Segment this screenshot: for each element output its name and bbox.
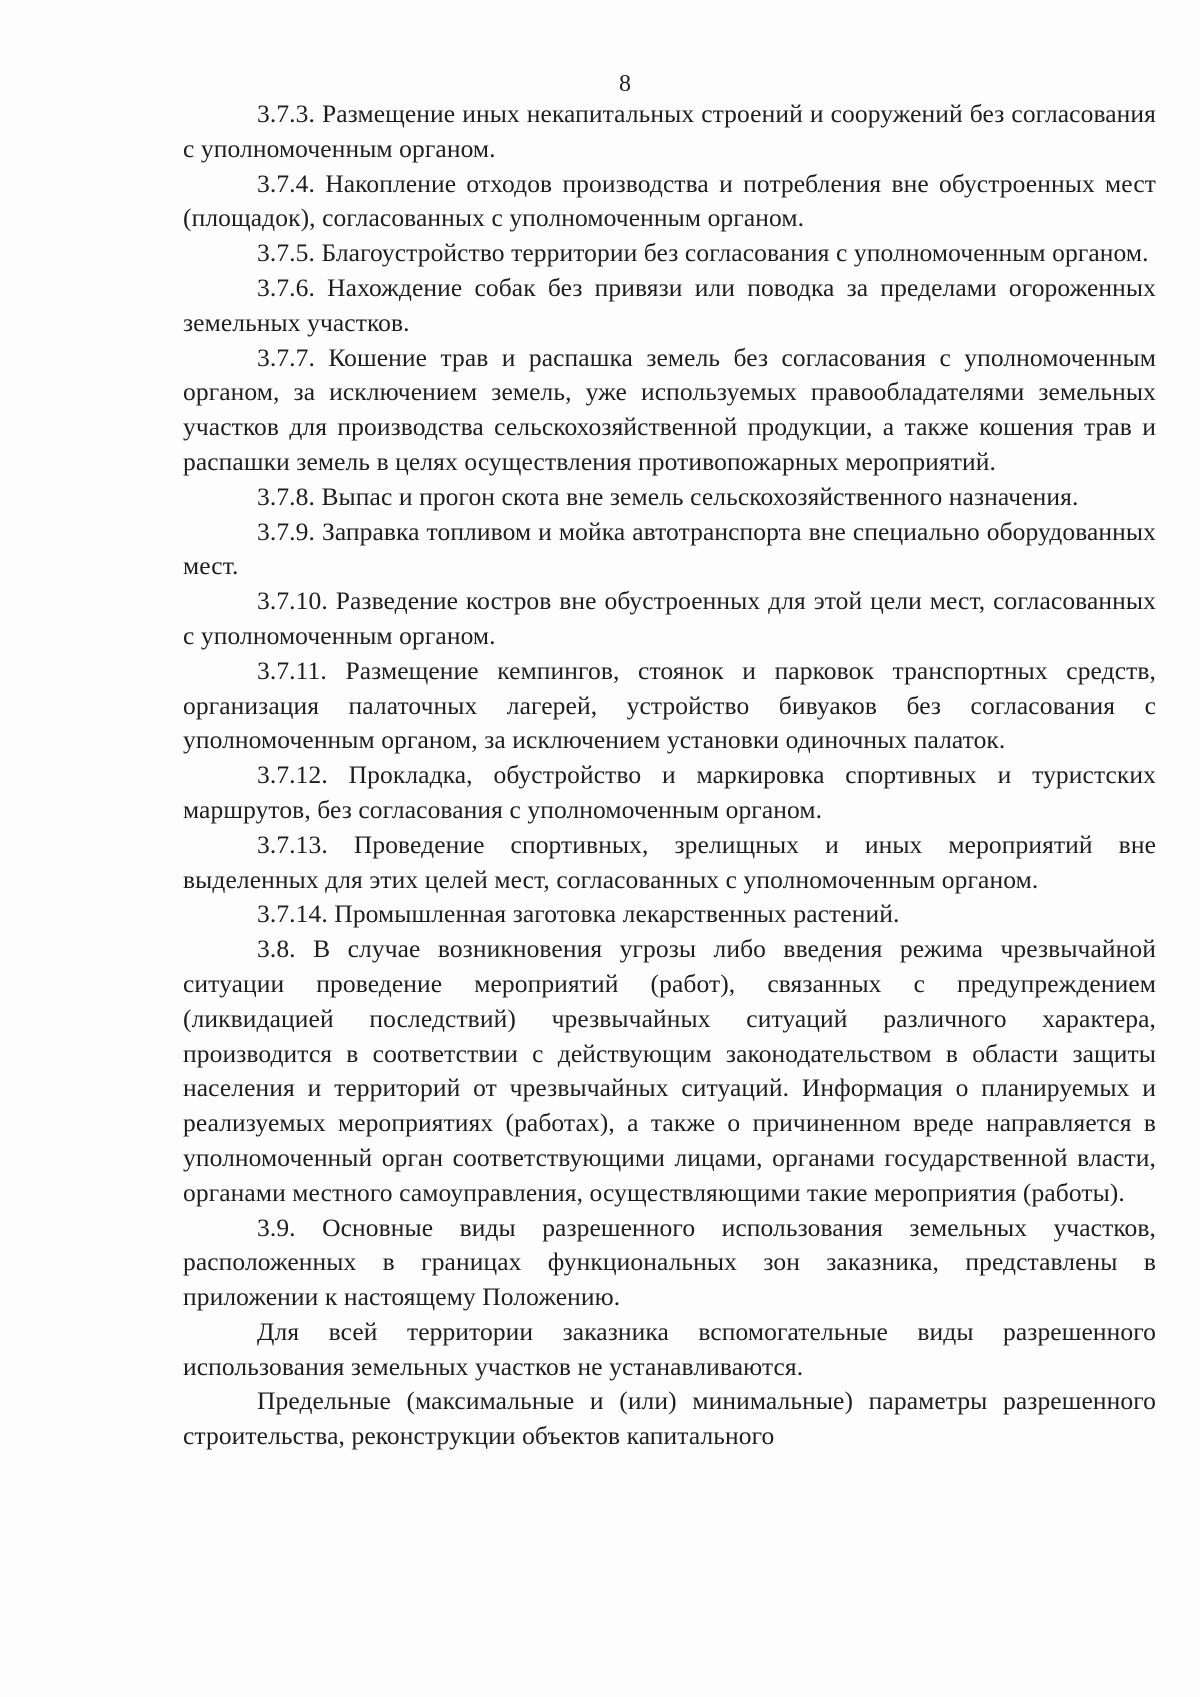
paragraph-auxiliary-uses: Для всей территории заказника вспомогательные виды разрешенного использования земельных участков не устанавливаются. <box>183 1316 1156 1381</box>
paragraph-3-7-13: 3.7.13. Проведение спортивных, зрелищных и иных мероприятий вне выделенных для этих целей мест, согласованных с уполномоченным органом. <box>183 829 1156 894</box>
paragraph-3-7-3: 3.7.3. Размещение иных некапитальных строений и сооружений без согласования с уполномоченным органом. <box>183 99 1156 163</box>
paragraph-3-7-11: 3.7.11. Размещение кемпингов, стоянок и парковок транспортных средств, организация палаточных лагерей, устройство бивуаков без согласования с уполномоченным органом, за исключением установки одиночных палаток. <box>183 655 1156 755</box>
paragraph-3-7-9: 3.7.9. Заправка топливом и мойка автотранспорта вне специально оборудованных мест. <box>183 516 1156 581</box>
page-number: 8 <box>619 71 631 97</box>
paragraph-3-8: 3.8. В случае возникновения угрозы либо введения режима чрезвычайной ситуации проведение мероприятий (работ), связанных с предупреждением (ликвидацией последствий) чрезвычайных ситуаций различного характера, производится в соответствии с действующим законодательством в области защиты населения и территорий от чрезвычайных ситуаций. Информация о планируемых и реализуемых мероприятиях (работах), а также о причиненном вреде направляется в уполномоченный орган соответствующими лицами, органами государственной власти, органами местного самоуправления, осуществляющими такие мероприятия (работы). <box>183 934 1156 1207</box>
paragraph-3-7-6: 3.7.6. Нахождение собак без привязи или поводка за пределами огороженных земельных участков. <box>183 272 1156 337</box>
paragraph-3-9: 3.9. Основные виды разрешенного использования земельных участков, расположенных в границах функциональных зон заказника, представлены в приложении к настоящему Положению. <box>183 1212 1156 1312</box>
paragraph-limit-parameters: Предельные (максимальные и (или) минимальные) параметры разрешенного строительства, реконструкции объектов капитального <box>183 1386 1156 1451</box>
paragraph-3-7-14: 3.7.14. Промышленная заготовка лекарственных растений. <box>257 899 900 929</box>
paragraph-3-7-7: 3.7.7. Кошение трав и распашка земель без согласования с уполномоченным органом, за исключением земель, уже используемых правообладателями земельных участков для производства сельскохозяйственной продукции, а также кошения трав и распашки земель в целях осуществления противопожарных мероприятий. <box>183 342 1156 476</box>
document-body <box>183 97 1156 1454</box>
paragraph-3-7-5: 3.7.5. Благоустройство территории без согласования с уполномоченным органом. <box>257 238 1149 268</box>
paragraph-3-7-4: 3.7.4. Накопление отходов производства и потребления вне обустроенных мест (площадок), согласованных с уполномоченным органом. <box>183 168 1156 233</box>
paragraph-3-7-12: 3.7.12. Прокладка, обустройство и маркировка спортивных и туристских маршрутов, без согласования с уполномоченным органом. <box>183 760 1156 824</box>
paragraph-3-7-8: 3.7.8. Выпас и прогон скота вне земель сельскохозяйственного назначения. <box>257 481 1079 511</box>
paragraph-3-7-10: 3.7.10. Разведение костров вне обустроенных для этой цели мест, согласованных с уполномоченным органом. <box>183 586 1156 650</box>
